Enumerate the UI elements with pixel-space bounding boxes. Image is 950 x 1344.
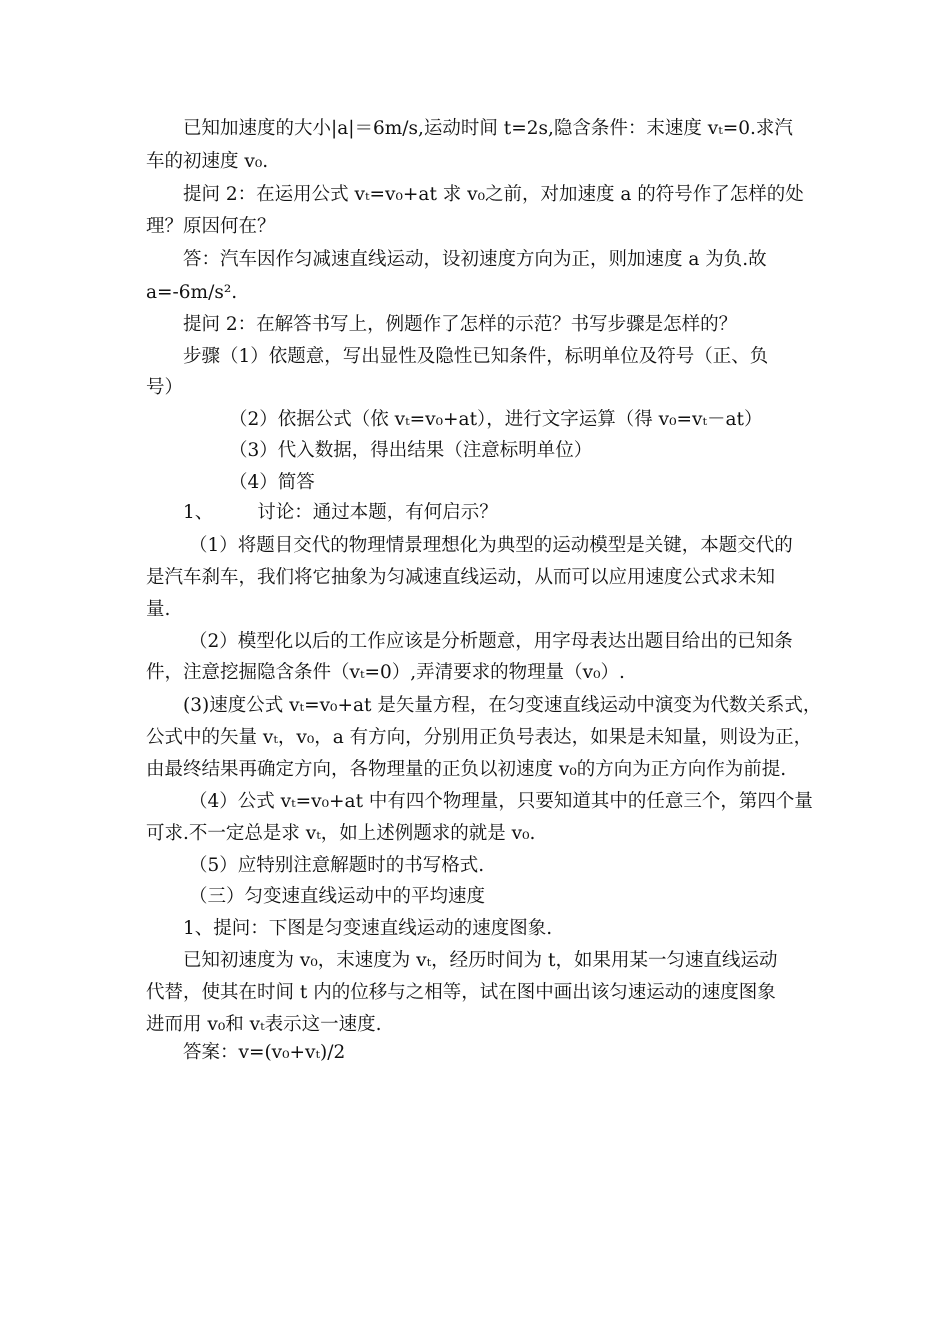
paragraph-line: 是汽车刹车，我们将它抽象为匀减速直线运动，从而可以应用速度公式求未知 xyxy=(146,567,776,588)
paragraph-line: 已知初速度为 v₀，末速度为 vₜ，经历时间为 t，如果用某一匀速直线运动 xyxy=(183,950,778,971)
paragraph-line: 进而用 v₀和 vₜ表示这一速度. xyxy=(146,1014,382,1035)
paragraph-line: 件，注意挖掘隐含条件（vₜ=0）,弄清要求的物理量（v₀）. xyxy=(146,662,625,683)
paragraph-line: （4）公式 vₜ=v₀+at 中有四个物理量，只要知道其中的任意三个，第四个量 xyxy=(189,791,813,812)
step-line: （2）依据公式（依 vₜ=v₀+at），进行文字运算（得 v₀=vₜ－at） xyxy=(229,409,763,430)
paragraph-line: 代替，使其在时间 t 内的位移与之相等，试在图中画出该匀速运动的速度图象 xyxy=(146,982,776,1003)
paragraph-line: 可求.不一定总是求 vₜ，如上述例题求的就是 v₀. xyxy=(146,823,536,844)
paragraph-line: （5）应特别注意解题时的书写格式. xyxy=(189,855,485,876)
list-number: 1、 xyxy=(183,502,214,523)
paragraph-line: （2）模型化以后的工作应该是分析题意，用字母表达出题目给出的已知条 xyxy=(189,631,793,652)
paragraph-line: 号） xyxy=(146,377,184,398)
paragraph-line: 车的初速度 v₀. xyxy=(146,151,269,172)
heading-text: 讨论：通过本题，有何启示？ xyxy=(257,502,498,523)
answer-line: 答案：v=(v₀+vₜ)/2 xyxy=(183,1042,346,1063)
paragraph-line: 已知加速度的大小|a|＝6m/s,运动时间 t=2s,隐含条件：末速度 vₜ=0.求汽 xyxy=(183,118,793,139)
step-line: （3）代入数据，得出结果（注意标明单位） xyxy=(229,440,593,461)
paragraph-line: a=-6m/s². xyxy=(146,282,238,303)
paragraph-line: 1、提问：下图是匀变速直线运动的速度图象. xyxy=(183,918,553,939)
paragraph-line: 量. xyxy=(146,599,171,620)
paragraph-line: 步骤（1）依题意，写出显性及隐性已知条件，标明单位及符号（正、负 xyxy=(183,346,769,367)
paragraph-line: （1）将题目交代的物理情景理想化为典型的运动模型是关键，本题交代的 xyxy=(189,535,793,556)
paragraph-line: 公式中的矢量 vₜ，v₀，a 有方向，分别用正负号表达，如果是未知量，则设为正， xyxy=(146,727,813,748)
step-line: （4）简答 xyxy=(229,472,315,493)
paragraph-line: 提问 2：在运用公式 vₜ=v₀+at 求 v₀之前，对加速度 a 的符号作了怎样的处 xyxy=(183,184,804,205)
paragraph-line: 由最终结果再确定方向，各物理量的正负以初速度 v₀的方向为正方向作为前提. xyxy=(146,759,787,780)
paragraph-line: 答：汽车因作匀减速直线运动，设初速度方向为正，则加速度 a 为负.故 xyxy=(183,249,767,270)
section-heading: （三）匀变速直线运动中的平均速度 xyxy=(189,886,486,907)
paragraph-line: 提问 2：在解答书写上，例题作了怎样的示范？书写步骤是怎样的？ xyxy=(183,314,738,335)
paragraph-line: (3)速度公式 vₜ=v₀+at 是矢量方程，在匀变速直线运动中演变为代数关系式， xyxy=(183,695,822,716)
section-heading xyxy=(183,501,498,525)
paragraph-line: 理？原因何在？ xyxy=(146,216,276,237)
